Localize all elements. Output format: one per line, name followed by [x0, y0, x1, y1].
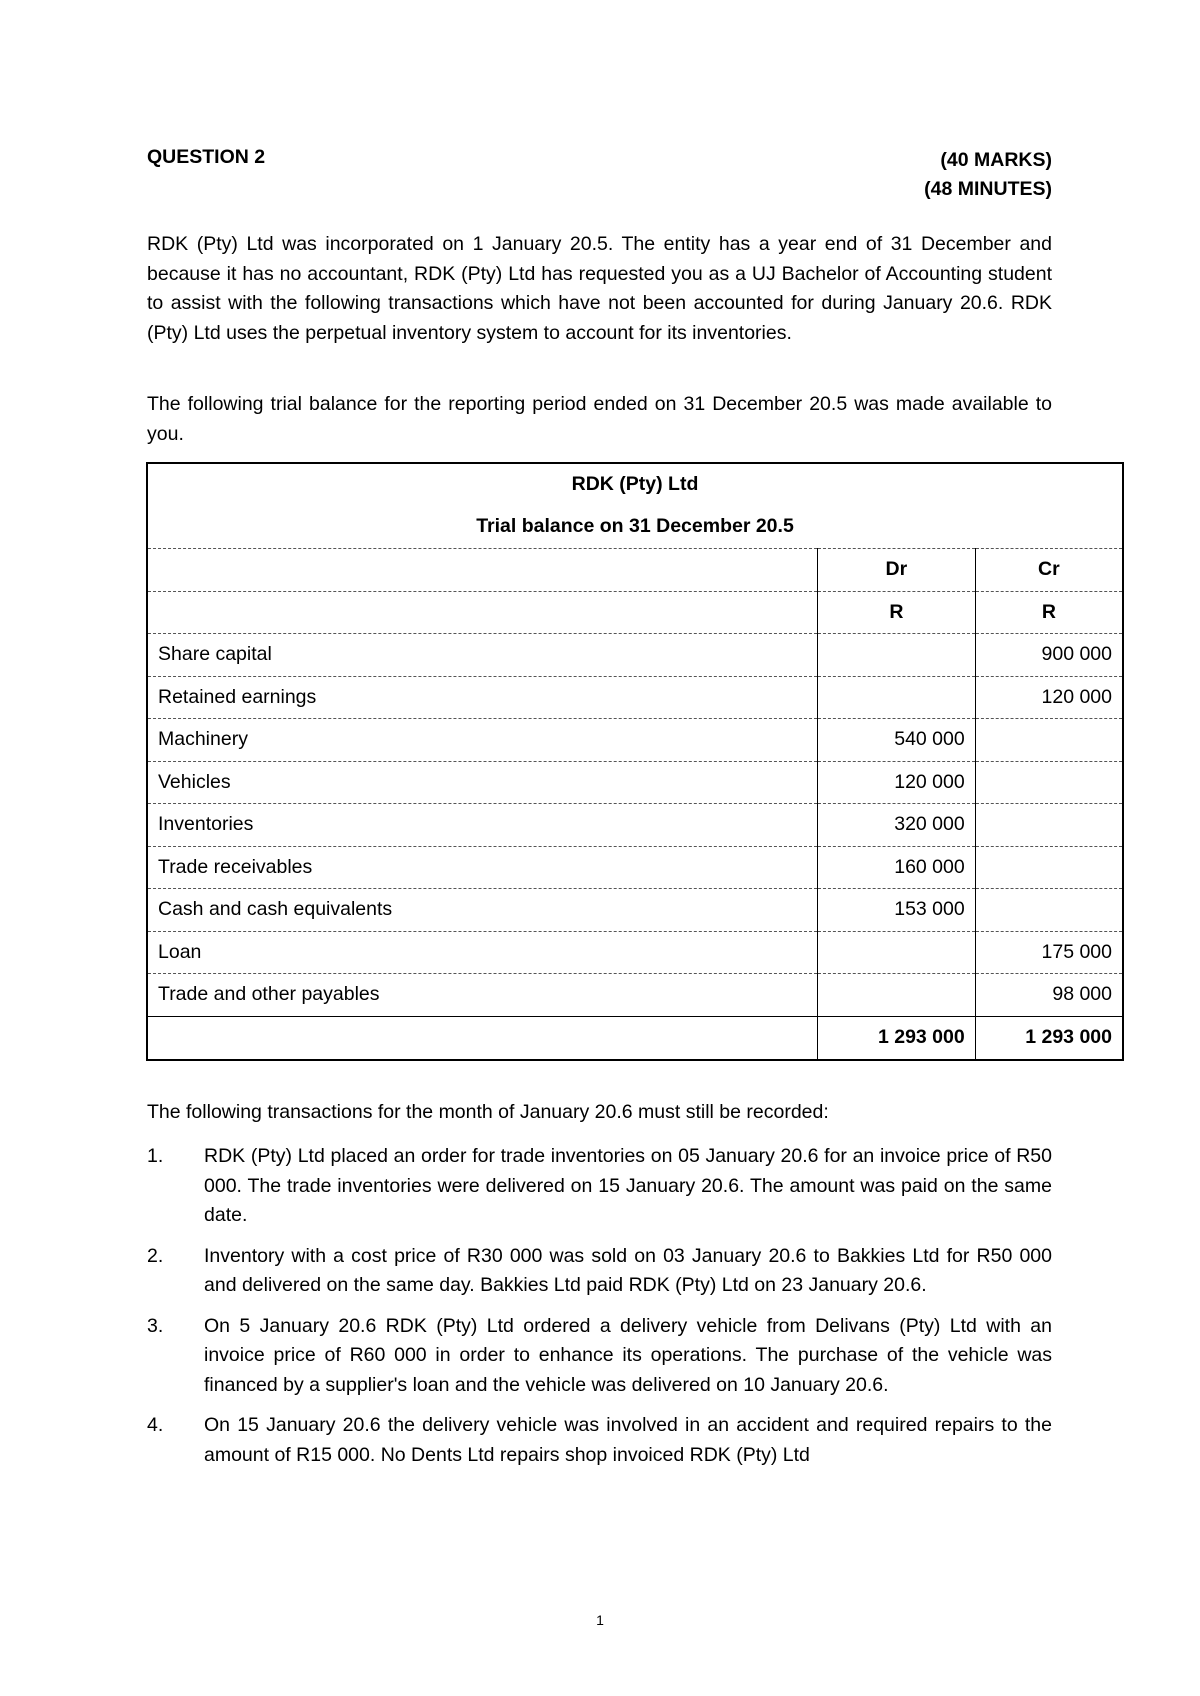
list-item: [147, 1242, 1052, 1301]
cr-amount: 98 000: [975, 974, 1123, 1017]
account-name: Machinery: [147, 719, 818, 762]
table-row: [147, 889, 1123, 932]
dr-amount: 160 000: [818, 846, 976, 889]
item-number: 3.: [147, 1314, 164, 1337]
item-text: On 5 January 20.6 RDK (Pty) Ltd ordered a delivery vehicle from Delivans (Pty) Ltd with an invoice price of R60 000 in order to enhance its operations. The purchase of the vehicle was financed by a supplier's loan and the vehicle was delivered on 10 January 20.6.: [204, 1314, 1052, 1396]
list-item: [147, 1142, 1052, 1231]
cr-amount: [975, 761, 1123, 804]
account-name: Retained earnings: [147, 676, 818, 719]
item-number: 4.: [147, 1414, 164, 1436]
dr-amount: [818, 676, 976, 719]
total-cr: 1 293 000: [975, 1016, 1123, 1060]
account-name: Vehicles: [147, 761, 818, 804]
table-total-row: [147, 1016, 1123, 1060]
company-name: RDK (Pty) Ltd: [147, 463, 1123, 504]
cr-amount: 175 000: [975, 931, 1123, 974]
dr-amount: 120 000: [818, 761, 976, 804]
table-row: [147, 761, 1123, 804]
dr-amount: [818, 974, 976, 1017]
question-meta: [924, 146, 1052, 204]
item-text: On 15 January 20.6 the delivery vehicle was involved in an accident and required repairs to the amount of R15 000. No Dents Ltd repairs shop invoiced RDK (Pty) Ltd: [204, 1414, 1052, 1466]
item-text: RDK (Pty) Ltd placed an order for trade inventories on 05 January 20.6 for an invoice price of R50 000. The trade inventories were delivered on 15 January 20.6. The amount was paid on the same date.: [204, 1145, 1052, 1226]
dr-amount: [818, 931, 976, 974]
account-name: Share capital: [147, 634, 818, 677]
question-minutes: (48 MINUTES): [924, 178, 1052, 200]
question-marks: (40 MARKS): [940, 149, 1052, 171]
account-name: Loan: [147, 931, 818, 974]
cr-amount: 120 000: [975, 676, 1123, 719]
table-row: [147, 931, 1123, 974]
list-item: [147, 1312, 1052, 1401]
account-name: Trade and other payables: [147, 974, 818, 1017]
account-name: Cash and cash equivalents: [147, 889, 818, 932]
transactions-intro: The following transactions for the month of January 20.6 must still be recorded:: [147, 1101, 829, 1123]
table-subtitle-row: [147, 504, 1123, 549]
dr-amount: 540 000: [818, 719, 976, 762]
trial-balance-intro: The following trial balance for the reporting period ended on 31 December 20.5 was made available to you.: [147, 393, 1052, 445]
item-text: Inventory with a cost price of R30 000 was sold on 03 January 20.6 to Bakkies Ltd for R50 000 and delivered on the same day. Bakkies Ltd paid RDK (Pty) Ltd on 23 January 20.6.: [204, 1244, 1052, 1296]
table-currency-row: [147, 591, 1123, 634]
page-number: 1: [596, 1612, 604, 1628]
account-name: Trade receivables: [147, 846, 818, 889]
item-number: 2.: [147, 1244, 164, 1267]
dr-header: Dr: [818, 549, 976, 592]
item-number: 1.: [147, 1145, 164, 1167]
cr-amount: [975, 719, 1123, 762]
table-row: [147, 804, 1123, 847]
cr-amount: [975, 804, 1123, 847]
dr-amount: 320 000: [818, 804, 976, 847]
account-name: Inventories: [147, 804, 818, 847]
table-title-row: [147, 463, 1123, 504]
cr-header: Cr: [975, 549, 1123, 592]
table-row: [147, 846, 1123, 889]
dr-amount: [818, 634, 976, 677]
transactions-list: [147, 1142, 1052, 1481]
dr-amount: 153 000: [818, 889, 976, 932]
trial-balance-table: [146, 462, 1124, 1061]
table-header-row: [147, 549, 1123, 592]
intro-paragraph: RDK (Pty) Ltd was incorporated on 1 January 20.5. The entity has a year end of 31 December and because it has no accountant, RDK (Pty) Ltd has requested you as a UJ Bachelor of Accounting student to assist with the following transactions which have not been accounted for during January 20.6. RDK (Pty) Ltd uses the perpetual inventory system to account for its inventories.: [147, 233, 1052, 344]
question-title: QUESTION 2: [147, 146, 266, 168]
table-row: [147, 719, 1123, 762]
table-row: [147, 634, 1123, 677]
table-row: [147, 974, 1123, 1017]
table-row: [147, 676, 1123, 719]
trial-balance-title: Trial balance on 31 December 20.5: [147, 504, 1123, 549]
list-item: [147, 1411, 1052, 1470]
cr-amount: 900 000: [975, 634, 1123, 677]
cr-currency: R: [975, 591, 1123, 634]
cr-amount: [975, 846, 1123, 889]
total-dr: 1 293 000: [818, 1016, 976, 1060]
cr-amount: [975, 889, 1123, 932]
dr-currency: R: [818, 591, 976, 634]
